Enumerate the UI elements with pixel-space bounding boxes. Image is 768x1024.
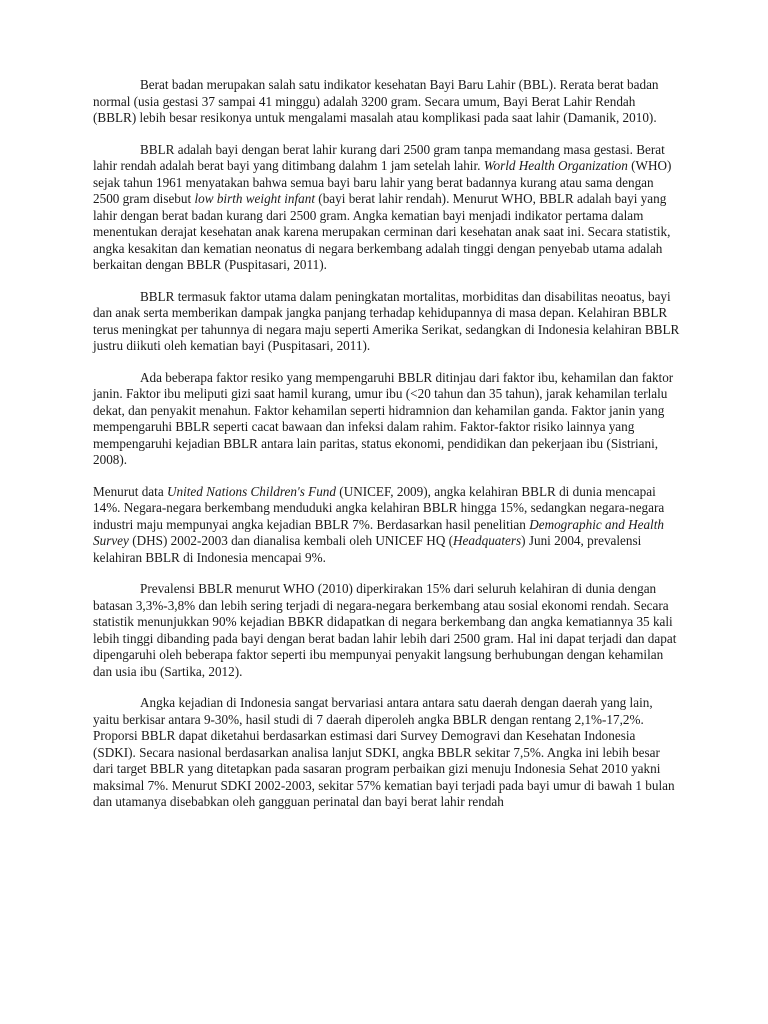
paragraph-text: Prevalensi BBLR menurut WHO (2010) diperkirakan 15% dari seluruh kelahiran di dunia dengan batasan 3,3%-3,8% dan lebih sering terjadi di negara-negara berkembang atau sosial ekonomi rendah. Secara statistik menunjukkan 90% kejadian BBKR didapatkan di negara berkembang dan angka kematiannya 35 kali lebih tinggi dibanding pada bayi dengan berat badan lahir lebih dari 2500 gram. Hal ini dapat terjadi dan dapat dipengaruhi oleh beberapa faktor seperti ibu mempunyai penyakit langsung berhubungan dengan kehamilan dan usia ibu (Sartika, 2012). bbox=[93, 581, 677, 679]
paragraph-text: (UNICEF, 2009), angka kelahiran BBLR di dunia mencapai 14%. Negara-negara berkembang menduduki angka kelahiran BBLR hingga 15%, sedangkan negara-negara industri maju mempunyai angka kejadian BBLR 7%. Berdasarkan hasil penelitian bbox=[93, 483, 665, 532]
italic-term: United Nations Children's Fund bbox=[166, 483, 336, 499]
italic-term: Demographic and Health Survey bbox=[93, 516, 664, 548]
paragraph-text: ) Juni 2004, prevalensi kelahiran BBLR di Indonesia mencapai 9%. bbox=[93, 533, 642, 565]
paragraph-text: (DHS) 2002-2003 dan dianalisa kembali oleh UNICEF HQ ( bbox=[128, 533, 454, 548]
paragraph-text: BBLR adalah bayi dengan berat lahir kurang dari 2500 gram tanpa memandang masa gestasi. Berat lahir rendah adalah berat bayi yang ditimbang dalahm 1 jam setelah lahir. bbox=[93, 141, 665, 173]
paragraph-bbl-definition bbox=[93, 77, 681, 127]
paragraph-bblr-definition bbox=[93, 142, 681, 274]
paragraph-risk-factors bbox=[93, 370, 681, 469]
paragraph-text: (WHO) sejak tahun 1961 menyatakan bahwa semua bayi baru lahir yang berat badannya kurang atau sama dengan 2500 gram disebut bbox=[93, 158, 672, 206]
paragraph-text: (bayi berat lahir rendah). Menurut WHO, BBLR adalah bayi yang lahir dengan berat badan kurang dari 2500 gram. Angka kematian bayi menjadi indikator pertama dalam menentukan derajat kesehatan anak karena merupakan cerminan dari kesehatan anak saat ini. Secara statistik, angka kesakitan dan kematian neonatus di negara berkembang adalah tinggi dengan penyebab utama adalah berkaitan dengan BBLR (Puspitasari, 2011). bbox=[93, 191, 671, 272]
document-page bbox=[93, 77, 681, 826]
paragraph-indonesia-incidence bbox=[93, 695, 681, 811]
italic-term: World Health Organization bbox=[483, 158, 628, 173]
paragraph-unicef-data bbox=[93, 484, 681, 567]
italic-term: Headquaters bbox=[453, 533, 522, 548]
paragraph-bblr-mortality bbox=[93, 289, 681, 355]
paragraph-text: Ada beberapa faktor resiko yang mempengaruhi BBLR ditinjau dari faktor ibu, kehamilan dan faktor janin. Faktor ibu meliputi gizi saat hamil kurang, umur ibu (<20 tahun dan 35 tahun), jarak kehamilan terlalu dekat, dan penyakit menahun. Faktor kehamilan seperti hidramnion dan kehamilan ganda. Faktor janin yang mempengaruhi BBLR seperti cacat bawaan dan infeksi dalam rahim. Faktor-faktor risiko lainnya yang mempengaruhi kejadian BBLR antara lain paritas, status ekonomi, pendidikan dan pekerjaan ibu (Sistriani, 2008). bbox=[93, 369, 674, 467]
paragraph-who-prevalence bbox=[93, 581, 681, 680]
paragraph-text: BBLR termasuk faktor utama dalam peningkatan mortalitas, morbiditas dan disabilitas neoatus, bayi dan anak serta memberikan dampak jangka panjang terhadap kehidupannya di masa depan. Kelahiran BBLR terus meningkat per tahunnya di negara maju seperti Amerika Serikat, sedangkan di Indonesia kelahiran BBLR justru diikuti oleh kematian bayi (Puspitasari, 2011). bbox=[93, 288, 680, 353]
paragraph-text: Menurut data bbox=[93, 483, 167, 499]
paragraph-text: Berat badan merupakan salah satu indikator kesehatan Bayi Baru Lahir (BBL). Rerata berat badan normal (usia gestasi 37 sampai 41 minggu) adalah 3200 gram. Secara umum, Bayi Berat Lahir Rendah (BBLR) lebih besar resikonya untuk mengalami masalah atau komplikasi pada saat lahir (Damanik, 2010). bbox=[93, 77, 659, 125]
italic-term: low birth weight infant bbox=[194, 191, 315, 206]
paragraph-text: Angka kejadian di Indonesia sangat bervariasi antara antara satu daerah dengan daerah yang lain, yaitu berkisar antara 9-30%, hasil studi di 7 daerah diperoleh angka BBLR dengan rentang 2,1%-17,2%. Proporsi BBLR dapat diketahui berdasarkan estimasi dari Survey Demogravi dan Kesehatan Indonesia (SDKI). Secara nasional berdasarkan analisa lanjut SDKI, angka BBLR sekitar 7,5%. Angka ini lebih besar dari target BBLR yang ditetapkan pada sasaran program perbaikan gizi menuju Indonesia Sehat 2010 yakni maksimal 7%. Menurut SDKI 2002-2003, sekitar 57% kematian bayi terjadi pada bayi umur di bawah 1 bulan dan utamanya disebabkan oleh gangguan perinatal dan bayi berat lahir rendah bbox=[93, 695, 675, 809]
